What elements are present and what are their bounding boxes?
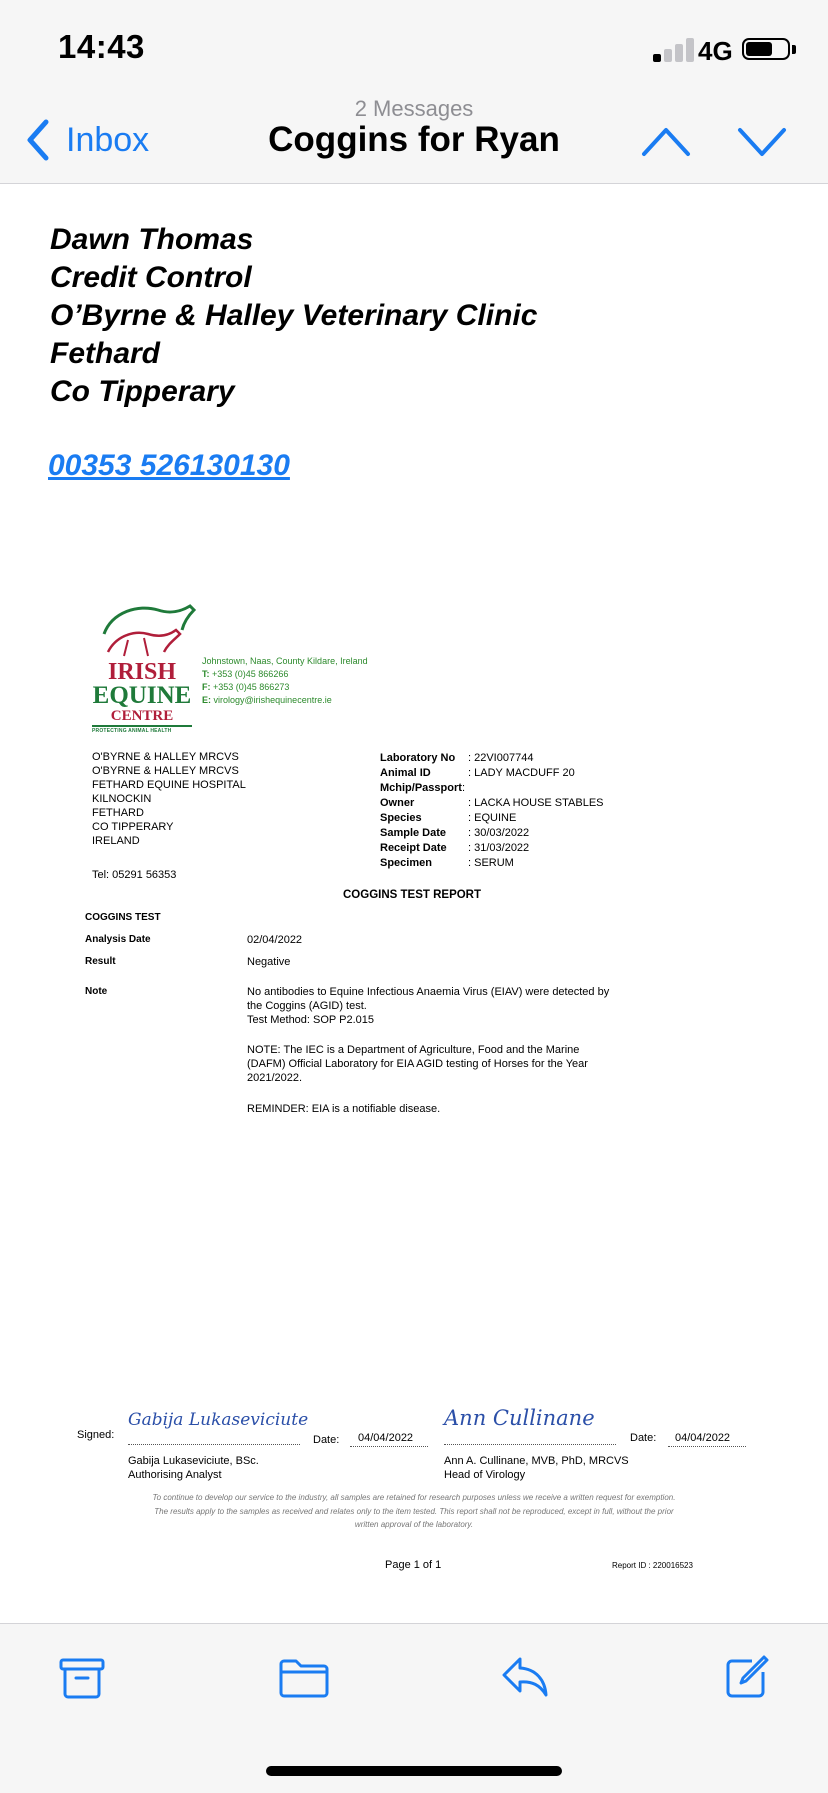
field-value: : SERUM: [468, 857, 514, 869]
signature-line: [444, 1444, 616, 1445]
report-title: COGGINS TEST REPORT: [343, 889, 482, 901]
recipient-line: O'BYRNE & HALLEY MRCVS: [92, 765, 239, 777]
field-value: : EQUINE: [468, 812, 517, 824]
recipient-line: IRELAND: [92, 835, 140, 847]
centre-tel: T: +353 (0)45 866266: [202, 669, 289, 679]
archive-icon[interactable]: [59, 1657, 105, 1699]
report-id: Report ID : 220016523: [612, 1561, 693, 1570]
compose-icon[interactable]: [724, 1654, 770, 1700]
home-indicator[interactable]: [266, 1766, 562, 1776]
coggins-report-document: [58, 588, 770, 1571]
battery-icon: [742, 38, 790, 60]
signatory2-name: Ann A. Cullinane, MVB, PhD, MRCVS: [444, 1455, 629, 1467]
recipient-tel: Tel: 05291 56353: [92, 869, 177, 881]
message-subject: Coggins for Ryan: [268, 120, 560, 159]
logo-text-centre: CENTRE: [110, 708, 174, 724]
chevron-down-icon[interactable]: [736, 122, 788, 160]
field-label: Mchip/Passport: [380, 782, 462, 794]
signatory2-role: Head of Virology: [444, 1469, 526, 1481]
network-type: 4G: [698, 36, 733, 66]
signature-company: O’Byrne & Halley Veterinary Clinic: [50, 299, 538, 332]
logo-text-irish: IRISH: [107, 659, 177, 685]
centre-address: Johnstown, Naas, County Kildare, Ireland: [202, 656, 368, 666]
recipient-line: FETHARD EQUINE HOSPITAL: [92, 779, 246, 791]
recipient-line: FETHARD: [92, 807, 144, 819]
note2-line: (DAFM) Official Laboratory for EIA AGID testing of Horses for the Year: [247, 1058, 588, 1070]
reply-icon[interactable]: [500, 1655, 550, 1699]
field-label: Sample Date: [380, 827, 447, 839]
folder-icon[interactable]: [278, 1657, 330, 1699]
field-value: :: [462, 782, 466, 794]
horse-logo-icon: [98, 600, 198, 662]
centre-email: E: virology@irishequinecentre.ie: [202, 695, 332, 705]
date-line: [350, 1446, 428, 1447]
note2-line: NOTE: The IEC is a Department of Agriculture, Food and the Marine: [247, 1044, 580, 1056]
note-label: Note: [85, 986, 108, 997]
field-value: : 30/03/2022: [468, 827, 530, 839]
recipient-line: KILNOCKIN: [92, 793, 152, 805]
result-label: Result: [85, 956, 116, 967]
centre-fax: F: +353 (0)45 866273: [202, 682, 290, 692]
recipient-line: O'BYRNE & HALLEY MRCVS: [92, 751, 239, 763]
note2-line: 2021/2022.: [247, 1072, 303, 1084]
phone-link[interactable]: 00353 526130130: [48, 449, 290, 482]
note-line: the Coggins (AGID) test.: [247, 1000, 367, 1012]
disclaimer-line: The results apply to the samples as received and relates only to the item tested. This report shall not be reproduced, except in full, without the prior: [154, 1507, 674, 1516]
signature-department: Credit Control: [50, 261, 252, 294]
signature-line: [128, 1444, 300, 1445]
disclaimer-line: written approval of the laboratory.: [354, 1520, 474, 1529]
message-count: 2 Messages: [354, 96, 474, 121]
result-value: Negative: [247, 956, 291, 968]
signature-handwriting-1: Gabija Lukaseviciute: [128, 1410, 309, 1430]
date-label: Date:: [630, 1432, 657, 1444]
analysis-date-label: Analysis Date: [85, 934, 151, 945]
note-line: Test Method: SOP P2.015: [247, 1014, 374, 1026]
battery-tip: [792, 45, 796, 54]
page-number: Page 1 of 1: [385, 1559, 442, 1571]
field-value: : 22VI007744: [468, 752, 534, 764]
note-line: No antibodies to Equine Infectious Anaemia Virus (EIAV) were detected by: [247, 986, 610, 998]
disclaimer-line: To continue to develop our service to the industry, all samples are retained for research purposes unless we receive a written request for exemption.: [152, 1493, 676, 1502]
field-label: Receipt Date: [380, 842, 447, 854]
date-line: [668, 1446, 746, 1447]
sign-date-2: 04/04/2022: [675, 1432, 731, 1444]
field-value: : 31/03/2022: [468, 842, 530, 854]
field-label: Species: [380, 812, 422, 824]
signatory1-role: Authorising Analyst: [128, 1469, 222, 1481]
signed-label: Signed:: [77, 1429, 115, 1441]
back-to-inbox-button[interactable]: Inbox: [66, 121, 150, 159]
field-label: Animal ID: [380, 767, 431, 779]
field-value: : LADY MACDUFF 20: [468, 767, 575, 779]
sign-date-1: 04/04/2022: [358, 1432, 414, 1444]
field-label: Specimen: [380, 857, 432, 869]
reminder-text: REMINDER: EIA is a notifiable disease.: [247, 1103, 441, 1115]
chevron-up-icon[interactable]: [640, 122, 692, 160]
signature-handwriting-2: Ann Cullinane: [444, 1406, 595, 1430]
field-label: Laboratory No: [380, 752, 456, 764]
logo-text-equine: EQUINE: [92, 682, 192, 709]
recipient-line: CO TIPPERARY: [92, 821, 174, 833]
signature-county: Co Tipperary: [50, 375, 235, 408]
field-label: Owner: [380, 797, 415, 809]
analysis-date-value: 02/04/2022: [247, 934, 303, 946]
date-label: Date:: [313, 1434, 340, 1446]
test-heading: COGGINS TEST: [85, 912, 161, 923]
signatory1-name: Gabija Lukaseviciute, BSc.: [128, 1455, 259, 1467]
logo-tagline: PROTECTING ANIMAL HEALTH: [92, 728, 172, 734]
signature-name: Dawn Thomas: [50, 223, 254, 256]
signature-town: Fethard: [50, 337, 161, 370]
status-time: 14:43: [58, 28, 145, 65]
field-value: : LACKA HOUSE STABLES: [468, 797, 604, 809]
